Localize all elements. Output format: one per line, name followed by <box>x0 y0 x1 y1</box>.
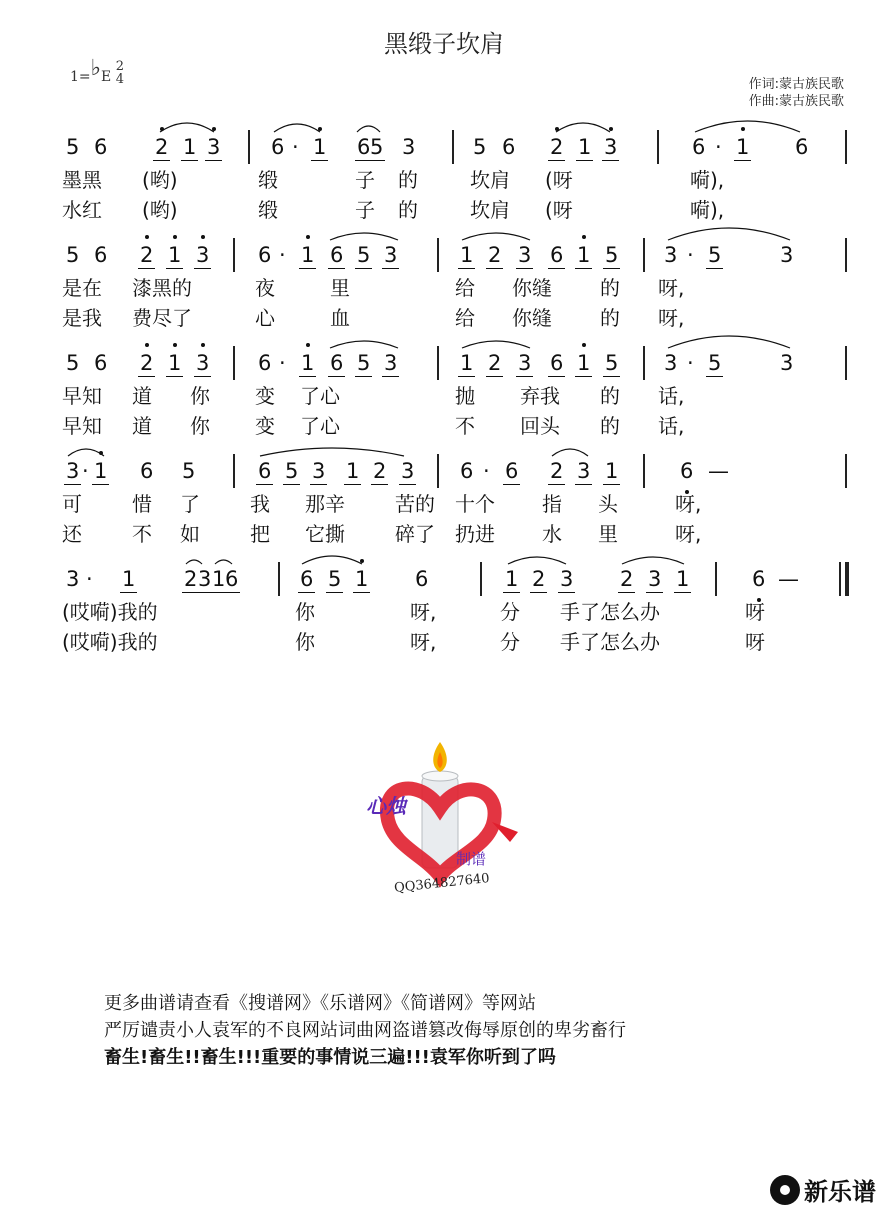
lyric-line <box>0 198 888 226</box>
candle-logo <box>360 738 530 898</box>
note-digit: 1 <box>122 567 136 591</box>
note-digit: 3 <box>664 243 678 267</box>
credits <box>749 76 844 110</box>
note-digit: 6 <box>258 243 272 267</box>
composer-credit: 作曲:蒙古族民歌 <box>748 94 844 109</box>
slur-layer <box>0 560 888 596</box>
lyric-word: 分 <box>500 600 520 624</box>
lyric-word: 缎 <box>258 198 278 222</box>
lyric-word: 分 <box>500 630 520 654</box>
lyric-word: (哎嗬)我的 <box>62 600 158 624</box>
lyric-word: 呀, <box>658 276 685 300</box>
lyric-word: 血 <box>330 306 350 330</box>
note-digit: 3 <box>518 351 532 375</box>
lyric-word: 是在 <box>62 276 102 300</box>
note-digit: 6 <box>550 351 564 375</box>
time-bottom: 4 <box>115 72 124 87</box>
footer-notice <box>104 990 626 1071</box>
lyric-word: 你缝 <box>512 306 552 330</box>
notes-row <box>0 344 888 380</box>
lyric-word: 可 <box>62 492 82 516</box>
lyric-line <box>0 384 888 412</box>
lyric-word: 呀, <box>675 522 702 546</box>
note-digit: · <box>687 243 694 267</box>
lyric-word: 惜 <box>132 492 152 516</box>
lyric-word: 苦的 <box>395 492 435 516</box>
lyric-word: 子 <box>355 168 375 192</box>
lyric-word: 嗬), <box>690 198 725 222</box>
note-digit: 2 <box>488 351 502 375</box>
note-digit: 2 <box>550 459 564 483</box>
song-title: 黑缎子坎肩 <box>384 30 504 58</box>
note-digit: 6 <box>415 567 429 591</box>
lyric-word: 你缝 <box>512 276 552 300</box>
note-digit: 2 <box>488 243 502 267</box>
note-digit: 6 <box>550 243 564 267</box>
note-digit: 5 <box>605 243 619 267</box>
lyric-word: 费尽了 <box>132 306 192 330</box>
note-digit: 3 <box>196 351 210 375</box>
note-digit: 3 <box>66 459 80 483</box>
brand-watermark <box>770 1172 876 1207</box>
note-digit: 6 <box>94 243 108 267</box>
slur <box>695 121 800 132</box>
slur-layer <box>0 128 888 164</box>
lyric-word: 里 <box>330 276 350 300</box>
score-system <box>0 452 888 562</box>
lyric-word: 心 <box>255 306 275 330</box>
note-digit: 5 <box>285 459 299 483</box>
lyric-word: 呀, <box>410 600 437 624</box>
lyric-line <box>0 630 888 658</box>
slur-layer <box>0 344 888 380</box>
time-signature <box>116 60 124 86</box>
lyric-word: 变 <box>255 384 275 408</box>
slur <box>160 123 214 132</box>
lyric-word: 道 <box>132 414 152 438</box>
lyric-word: 抛 <box>455 384 475 408</box>
note-digit: — <box>778 567 799 591</box>
note-digit: 1 <box>301 243 315 267</box>
lyric-word: 手了怎么办 <box>560 600 660 624</box>
note-digit: 6 <box>94 135 108 159</box>
lyric-word: 给 <box>455 276 475 300</box>
lyric-word: 的 <box>600 414 620 438</box>
score-system <box>0 560 888 670</box>
note-digit: 3 <box>401 459 415 483</box>
note-digit: 5 <box>357 351 371 375</box>
lyric-word: 坎肩 <box>470 168 510 192</box>
note-digit: 3 <box>780 243 794 267</box>
note-digit: 1 <box>346 459 360 483</box>
note-digit: 1 <box>578 135 592 159</box>
lyric-word: 碎了 <box>395 522 435 546</box>
key-prefix: 1= <box>70 69 91 85</box>
lyric-word: (呀 <box>545 168 573 192</box>
note-digit: 1 <box>313 135 327 159</box>
note-digit: 3 <box>198 567 212 591</box>
note-digit: 3 <box>560 567 574 591</box>
note-digit: 5 <box>182 459 196 483</box>
lyric-word: 的 <box>398 198 418 222</box>
brand-name: 新乐谱 <box>804 1178 876 1206</box>
slur-layer <box>0 452 888 488</box>
score-system <box>0 128 888 238</box>
logo-text-zhipu: 制谱 <box>456 850 487 868</box>
note-digit: 6 <box>795 135 809 159</box>
note-digit: 6 <box>357 135 371 159</box>
note-digit: 3 <box>577 459 591 483</box>
lyric-word: (哟) <box>142 198 178 222</box>
note-digit: 5 <box>473 135 487 159</box>
note-digit: 1 <box>736 135 750 159</box>
footer-line-3: 畜生!畜生!!畜生!!!重要的事情说三遍!!!袁军你听到了吗 <box>104 1047 556 1068</box>
note-digit: 3 <box>384 243 398 267</box>
note-digit: 6 <box>505 459 519 483</box>
lyric-word: 里 <box>598 522 618 546</box>
lyric-word: 回头 <box>520 414 560 438</box>
note-digit: 1 <box>676 567 690 591</box>
note-digit: 5 <box>66 135 80 159</box>
footer-line-1: 更多曲谱请查看《搜谱网》《乐谱网》《简谱网》等网站 <box>104 993 536 1014</box>
key-letter: E <box>101 69 112 85</box>
note-digit: 1 <box>168 243 182 267</box>
note-digit: 5 <box>66 243 80 267</box>
note-digit: 5 <box>357 243 371 267</box>
note-digit: 6 <box>225 567 239 591</box>
lyric-word: 呀, <box>658 306 685 330</box>
note-digit: 3 <box>664 351 678 375</box>
note-digit: 2 <box>373 459 387 483</box>
slur <box>186 560 202 564</box>
note-digit: 2 <box>140 243 154 267</box>
lyric-line <box>0 168 888 196</box>
note-digit: 1 <box>355 567 369 591</box>
note-digit: 6 <box>271 135 285 159</box>
lyric-word: 水红 <box>62 198 102 222</box>
note-digit: 3 <box>66 567 80 591</box>
lyric-line <box>0 414 888 442</box>
note-digit: 1 <box>577 351 591 375</box>
note-digit: 6 <box>140 459 154 483</box>
note-digit: 2 <box>155 135 169 159</box>
lyric-line <box>0 522 888 550</box>
lyric-word: 你 <box>295 600 315 624</box>
note-digit: 6 <box>692 135 706 159</box>
note-digit: 1 <box>94 459 108 483</box>
lyric-line <box>0 276 888 304</box>
note-digit: · <box>86 567 93 591</box>
note-digit: 1 <box>168 351 182 375</box>
lyric-word: 早知 <box>62 384 102 408</box>
slur <box>357 126 380 132</box>
footer-line-2: 严厉谴责小人袁军的不良网站词曲网盗谱篡改侮辱原创的卑劣畜行 <box>104 1020 626 1041</box>
slur <box>215 560 232 564</box>
note-digit: 1 <box>460 243 474 267</box>
lyric-word: 不 <box>455 414 475 438</box>
note-digit: 5 <box>66 351 80 375</box>
note-digit: · <box>715 135 722 159</box>
note-digit: 1 <box>183 135 197 159</box>
note-digit: 3 <box>312 459 326 483</box>
lyric-word: 坎肩 <box>470 198 510 222</box>
slur <box>556 123 610 132</box>
note-digit: · <box>483 459 490 483</box>
lyric-word: 了心 <box>300 384 340 408</box>
lyricist-credit: 作词:蒙古族民歌 <box>748 77 844 92</box>
notes-row <box>0 236 888 272</box>
lyric-word: 我 <box>250 492 270 516</box>
logo-text-xinzhu: 心烛 <box>366 794 406 818</box>
note-digit: 6 <box>330 351 344 375</box>
lyric-word: 墨黑 <box>62 168 102 192</box>
lyric-word: 的 <box>600 306 620 330</box>
lyric-word: 如 <box>180 522 200 546</box>
lyric-word: 指 <box>542 492 562 516</box>
slur-layer <box>0 236 888 272</box>
note-digit: 6 <box>258 459 272 483</box>
note-digit: 3 <box>604 135 618 159</box>
lyric-word: 漆黑的 <box>132 276 192 300</box>
note-digit: 1 <box>301 351 315 375</box>
lyric-word: 弃我 <box>520 384 560 408</box>
score-system <box>0 236 888 346</box>
note-digit: 5 <box>328 567 342 591</box>
notes-row <box>0 560 888 596</box>
lyric-word: 给 <box>455 306 475 330</box>
note-digit: 1 <box>605 459 619 483</box>
note-digit: 3 <box>518 243 532 267</box>
lyric-word: 的 <box>398 168 418 192</box>
note-digit: · <box>279 351 286 375</box>
note-digit: 3 <box>780 351 794 375</box>
flat-symbol: ♭ <box>90 56 102 81</box>
note-digit: 6 <box>258 351 272 375</box>
lyric-word: 话, <box>658 414 685 438</box>
lyric-word: 十个 <box>455 492 495 516</box>
lyric-word: 缎 <box>258 168 278 192</box>
note-digit: 3 <box>648 567 662 591</box>
note-digit: 6 <box>94 351 108 375</box>
note-digit: 1 <box>505 567 519 591</box>
note-digit: 5 <box>708 351 722 375</box>
score-system <box>0 344 888 454</box>
note-digit: 1 <box>577 243 591 267</box>
lyric-word: 不 <box>132 522 152 546</box>
note-digit: 5 <box>708 243 722 267</box>
lyric-word: 早知 <box>62 414 102 438</box>
lyric-word: 呀, <box>675 492 702 516</box>
lyric-word: 水 <box>542 522 562 546</box>
lyric-word: 还 <box>62 522 82 546</box>
note-digit: · <box>279 243 286 267</box>
lyric-word: 变 <box>255 414 275 438</box>
note-digit: 6 <box>330 243 344 267</box>
lyric-word: 它撕 <box>305 522 345 546</box>
note-digit: 5 <box>370 135 384 159</box>
vinyl-record-icon <box>770 1175 800 1205</box>
logo-qq: QQ364827640 <box>393 871 491 896</box>
lyric-word: 你 <box>190 384 210 408</box>
note-digit: 3 <box>196 243 210 267</box>
lyric-word: 子 <box>355 198 375 222</box>
note-digit: 2 <box>184 567 198 591</box>
note-digit: 6 <box>460 459 474 483</box>
note-digit: 3 <box>207 135 221 159</box>
lyric-word: 了心 <box>300 414 340 438</box>
note-digit: · <box>687 351 694 375</box>
note-digit: 2 <box>140 351 154 375</box>
lyric-word: 是我 <box>62 306 102 330</box>
notes-row <box>0 128 888 164</box>
note-digit: · <box>292 135 299 159</box>
lyric-line <box>0 306 888 334</box>
note-digit: 1 <box>460 351 474 375</box>
note-digit: — <box>708 459 729 483</box>
lyric-word: 的 <box>600 276 620 300</box>
lyric-word: (呀 <box>545 198 573 222</box>
lyric-word: 呀, <box>410 630 437 654</box>
lyric-word: 道 <box>132 384 152 408</box>
note-digit: 2 <box>620 567 634 591</box>
lyric-word: (哟) <box>142 168 178 192</box>
lyric-word: 把 <box>250 522 270 546</box>
note-digit: 5 <box>605 351 619 375</box>
notes-row <box>0 452 888 488</box>
note-digit: 6 <box>752 567 766 591</box>
lyric-word: 呀 <box>745 630 765 654</box>
note-digit: 6 <box>502 135 516 159</box>
note-digit: 6 <box>300 567 314 591</box>
lyric-word: 你 <box>190 414 210 438</box>
lyric-word: 你 <box>295 630 315 654</box>
note-digit: 3 <box>384 351 398 375</box>
note-digit: · <box>82 459 89 483</box>
time-top: 2 <box>115 59 124 74</box>
lyric-word: (哎嗬)我的 <box>62 630 158 654</box>
lyric-line <box>0 492 888 520</box>
lyric-word: 呀 <box>745 600 765 624</box>
note-digit: 2 <box>532 567 546 591</box>
note-digit: 1 <box>212 567 226 591</box>
lyric-word: 扔进 <box>455 522 495 546</box>
note-digit: 6 <box>680 459 694 483</box>
lyric-word: 手了怎么办 <box>560 630 660 654</box>
lyric-word: 的 <box>600 384 620 408</box>
lyric-word: 了 <box>180 492 200 516</box>
lyric-word: 嗬), <box>690 168 725 192</box>
key-signature <box>70 56 124 90</box>
note-digit: 3 <box>402 135 416 159</box>
lyric-word: 头 <box>598 492 618 516</box>
lyric-line <box>0 600 888 628</box>
note-digit: 2 <box>550 135 564 159</box>
lyric-word: 那辛 <box>305 492 345 516</box>
lyric-word: 夜 <box>255 276 275 300</box>
slur <box>274 124 320 132</box>
lyric-word: 话, <box>658 384 685 408</box>
